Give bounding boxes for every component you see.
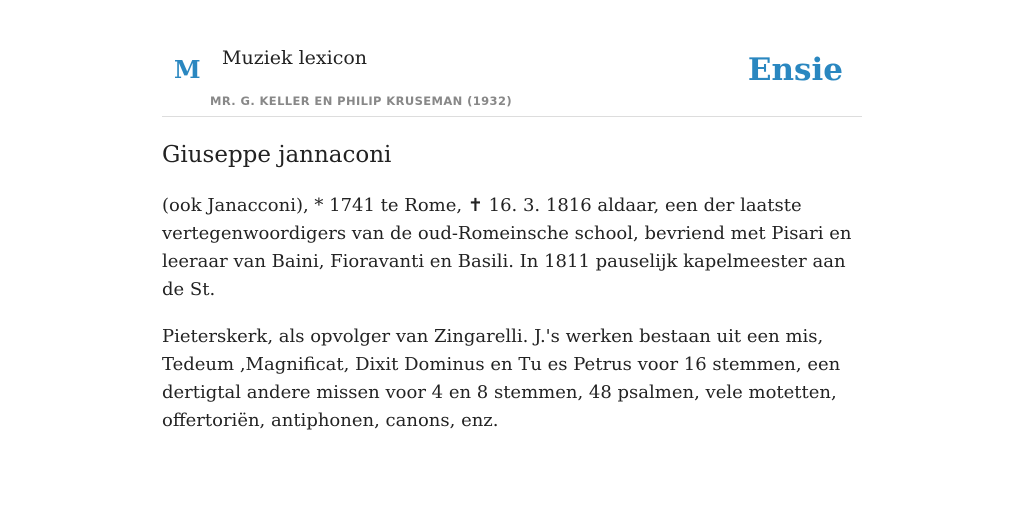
brand-logo-link[interactable]: Ensie [747, 52, 843, 88]
article-title: Giuseppe jannaconi [162, 142, 392, 168]
book-title-link[interactable]: Muziek lexicon [222, 47, 368, 69]
page [162, 0, 862, 512]
article-paragraph: Pieterskerk, als opvolger van Zingarelli. J.'s werken bestaan uit een mis, Tedeum ,Magnificat, Dixit Dominus en Tu es Petrus voor 16 stemmen, een dertigtal andere missen voor 4 en 8 stemmen, 48 psalmen, vele motetten, offertoriën, antiphonen, canons, enz. [162, 326, 841, 431]
article-body [162, 192, 862, 454]
book-logo-link[interactable]: M [174, 55, 201, 84]
page-header [162, 0, 862, 117]
book-author: MR. G. KELLER EN PHILIP KRUSEMAN (1932) [210, 94, 513, 108]
article-paragraph: (ook Janacconi), * 1741 te Rome, ✝ 16. 3. 1816 aldaar, een der laatste vertegenwoordigers van de oud-Romeinsche school, bevriend met Pisari en leeraar van Baini, Fioravanti en Basili. In 1811 pauselijk kapelmeester aan de St. [162, 195, 852, 300]
